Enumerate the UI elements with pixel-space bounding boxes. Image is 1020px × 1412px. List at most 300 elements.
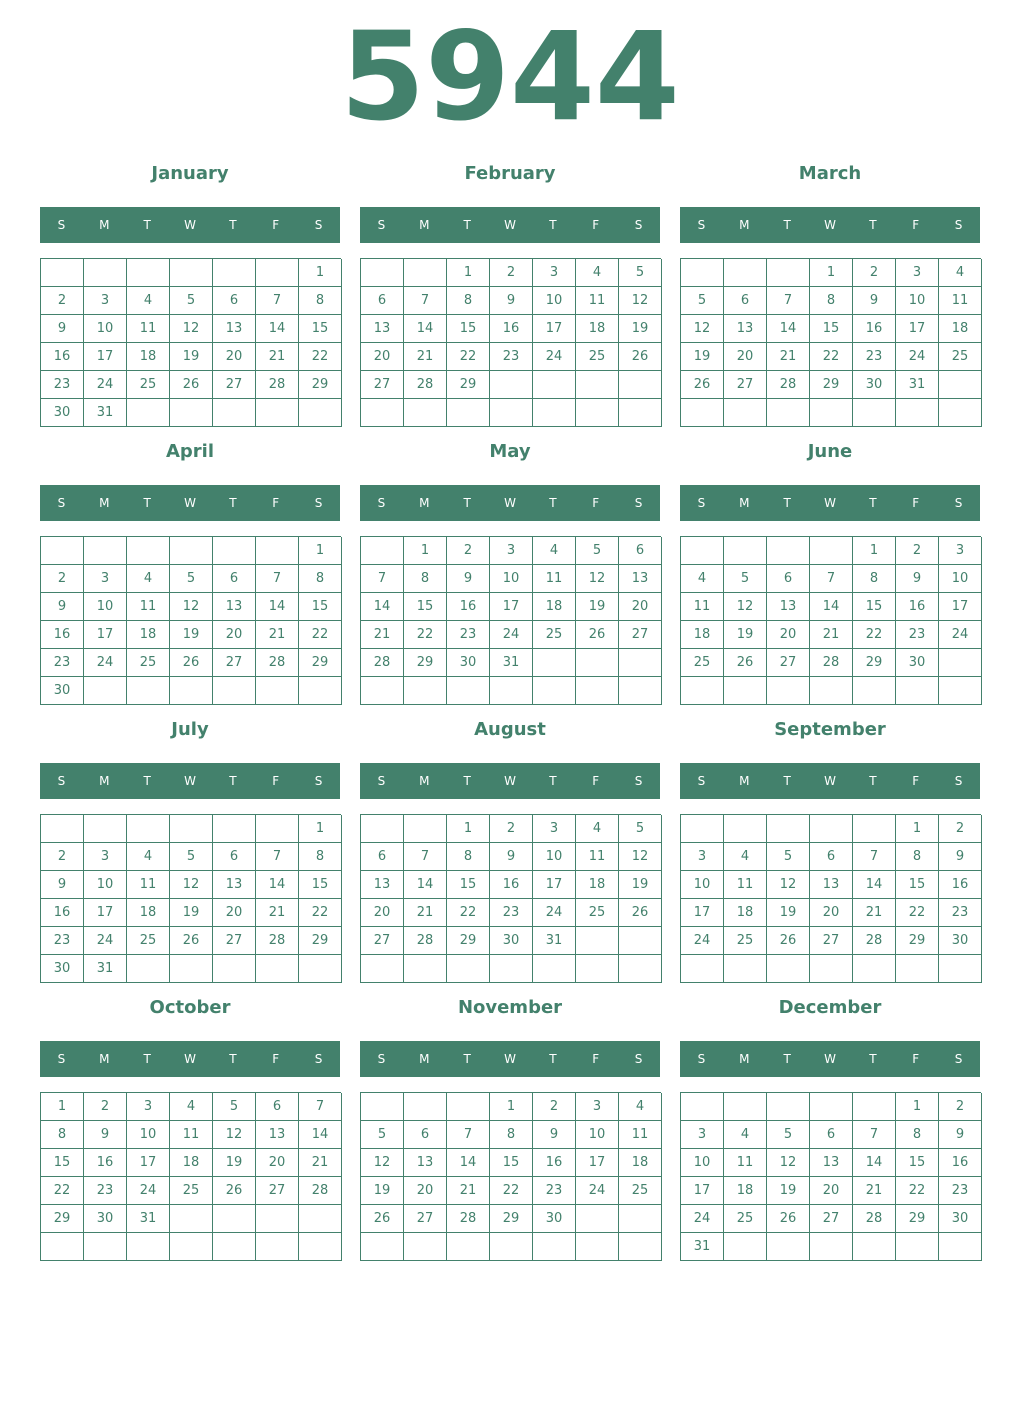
day-cell: 24: [939, 621, 982, 649]
day-cell: 25: [533, 621, 576, 649]
day-cell: [127, 537, 170, 565]
day-cell: 28: [256, 649, 299, 677]
day-cell: 8: [896, 843, 939, 871]
day-cell: 9: [490, 287, 533, 315]
day-cell: [447, 1093, 490, 1121]
day-cell: 8: [490, 1121, 533, 1149]
day-cell: 7: [299, 1093, 342, 1121]
weekday-label: T: [463, 218, 471, 232]
day-grid: [680, 258, 981, 427]
weekday-label: M: [99, 774, 110, 788]
day-cell: 5: [681, 287, 724, 315]
day-grid: [360, 1092, 661, 1261]
day-cell: 17: [576, 1149, 619, 1177]
day-cell: 2: [41, 843, 84, 871]
day-cell: 22: [896, 1177, 939, 1205]
day-cell: 11: [619, 1121, 662, 1149]
day-cell: 29: [896, 1205, 939, 1233]
month-name: September: [774, 719, 886, 740]
weekday-label: T: [463, 496, 471, 510]
day-cell: [896, 955, 939, 983]
day-cell: 28: [404, 927, 447, 955]
day-cell: [447, 677, 490, 705]
day-cell: [619, 677, 662, 705]
day-cell: 28: [447, 1205, 490, 1233]
day-cell: 8: [404, 565, 447, 593]
weekday-label: M: [739, 496, 750, 510]
weekday-label: W: [184, 218, 196, 232]
day-cell: 6: [810, 843, 853, 871]
day-cell: 4: [724, 843, 767, 871]
weekday-label: M: [419, 496, 430, 510]
day-cell: 21: [256, 899, 299, 927]
day-cell: 1: [896, 815, 939, 843]
day-cell: 12: [170, 315, 213, 343]
day-cell: 5: [170, 843, 213, 871]
day-cell: 26: [681, 371, 724, 399]
day-cell: 24: [533, 899, 576, 927]
day-cell: 2: [533, 1093, 576, 1121]
day-cell: 15: [490, 1149, 533, 1177]
day-cell: 11: [724, 871, 767, 899]
day-cell: [810, 955, 853, 983]
day-cell: 27: [404, 1205, 447, 1233]
weekday-header: [680, 207, 980, 243]
day-cell: 20: [767, 621, 810, 649]
weekday-label: F: [912, 774, 920, 788]
day-cell: 29: [404, 649, 447, 677]
day-cell: [256, 259, 299, 287]
day-cell: 22: [810, 343, 853, 371]
weekday-header: [680, 763, 980, 799]
day-cell: [299, 1233, 342, 1261]
day-cell: 26: [170, 927, 213, 955]
month-name: June: [807, 441, 853, 462]
day-cell: 5: [767, 843, 810, 871]
day-cell: [256, 537, 299, 565]
day-cell: [299, 955, 342, 983]
day-cell: 1: [299, 259, 342, 287]
day-cell: 31: [896, 371, 939, 399]
day-cell: 15: [404, 593, 447, 621]
day-cell: 4: [127, 843, 170, 871]
weekday-label: T: [783, 774, 791, 788]
day-cell: [256, 815, 299, 843]
day-cell: 14: [361, 593, 404, 621]
day-cell: 11: [127, 315, 170, 343]
weekday-label: S: [377, 496, 386, 510]
day-cell: 18: [533, 593, 576, 621]
day-cell: [576, 1205, 619, 1233]
weekday-label: M: [739, 774, 750, 788]
day-cell: 21: [853, 1177, 896, 1205]
day-cell: 14: [256, 871, 299, 899]
day-cell: 27: [810, 1205, 853, 1233]
day-cell: 13: [810, 1149, 853, 1177]
day-cell: 25: [170, 1177, 213, 1205]
day-cell: 16: [896, 593, 939, 621]
day-cell: 5: [724, 565, 767, 593]
day-cell: [853, 677, 896, 705]
day-cell: 13: [404, 1149, 447, 1177]
day-cell: 27: [361, 927, 404, 955]
day-cell: 17: [939, 593, 982, 621]
day-cell: 13: [724, 315, 767, 343]
weekday-label: W: [824, 218, 836, 232]
weekday-label: F: [912, 218, 920, 232]
day-cell: 10: [84, 315, 127, 343]
day-cell: 24: [490, 621, 533, 649]
day-cell: 29: [810, 371, 853, 399]
day-cell: 23: [41, 927, 84, 955]
day-cell: [533, 649, 576, 677]
month-november: [360, 994, 660, 1272]
day-cell: 13: [361, 871, 404, 899]
day-cell: 1: [404, 537, 447, 565]
day-cell: 2: [84, 1093, 127, 1121]
month-may: [360, 438, 660, 716]
month-name: August: [474, 719, 546, 740]
weekday-label: F: [912, 496, 920, 510]
day-cell: [447, 1233, 490, 1261]
day-cell: 8: [299, 843, 342, 871]
day-cell: [939, 371, 982, 399]
day-cell: 14: [299, 1121, 342, 1149]
weekday-header: [360, 207, 660, 243]
day-cell: [896, 677, 939, 705]
day-cell: [724, 677, 767, 705]
day-cell: 18: [724, 899, 767, 927]
weekday-label: M: [99, 1052, 110, 1066]
day-cell: [404, 815, 447, 843]
day-cell: 17: [533, 871, 576, 899]
day-cell: [490, 399, 533, 427]
day-cell: 20: [213, 343, 256, 371]
day-cell: [84, 537, 127, 565]
day-cell: [896, 399, 939, 427]
day-cell: 7: [810, 565, 853, 593]
day-cell: 29: [490, 1205, 533, 1233]
day-cell: 29: [447, 927, 490, 955]
day-cell: 31: [127, 1205, 170, 1233]
day-cell: [724, 537, 767, 565]
day-cell: [767, 399, 810, 427]
day-cell: [681, 677, 724, 705]
day-cell: [213, 677, 256, 705]
day-cell: 9: [447, 565, 490, 593]
day-cell: [533, 1233, 576, 1261]
day-grid: [40, 814, 341, 983]
weekday-label: F: [912, 1052, 920, 1066]
weekday-label: W: [824, 774, 836, 788]
day-cell: 11: [724, 1149, 767, 1177]
day-cell: [490, 371, 533, 399]
month-january: [40, 160, 340, 438]
day-cell: 6: [256, 1093, 299, 1121]
weekday-label: S: [314, 1052, 323, 1066]
day-cell: 20: [810, 899, 853, 927]
day-cell: 26: [361, 1205, 404, 1233]
weekday-label: S: [57, 1052, 66, 1066]
weekday-label: T: [549, 774, 557, 788]
day-cell: [170, 815, 213, 843]
day-cell: 18: [576, 871, 619, 899]
day-cell: 21: [256, 621, 299, 649]
day-cell: 11: [170, 1121, 213, 1149]
day-cell: 6: [213, 287, 256, 315]
day-cell: 5: [170, 287, 213, 315]
day-cell: [853, 955, 896, 983]
weekday-label: S: [697, 218, 706, 232]
day-cell: 11: [127, 871, 170, 899]
day-cell: [724, 399, 767, 427]
day-cell: 20: [724, 343, 767, 371]
day-cell: [724, 1093, 767, 1121]
day-cell: 7: [256, 843, 299, 871]
weekday-label: W: [504, 218, 516, 232]
day-cell: [576, 927, 619, 955]
day-cell: 16: [490, 871, 533, 899]
month-name: March: [798, 163, 862, 184]
weekday-label: T: [143, 1052, 151, 1066]
day-cell: 2: [447, 537, 490, 565]
day-cell: 1: [490, 1093, 533, 1121]
day-cell: 14: [256, 593, 299, 621]
day-cell: 18: [170, 1149, 213, 1177]
day-cell: 5: [619, 815, 662, 843]
month-february: [360, 160, 660, 438]
weekday-label: S: [634, 774, 643, 788]
day-cell: 9: [533, 1121, 576, 1149]
year-title: 5944: [340, 6, 680, 148]
day-cell: 20: [361, 899, 404, 927]
day-cell: [170, 399, 213, 427]
day-cell: 16: [84, 1149, 127, 1177]
day-cell: 25: [939, 343, 982, 371]
month-april: [40, 438, 340, 716]
day-cell: 4: [576, 259, 619, 287]
day-cell: 19: [170, 899, 213, 927]
day-cell: 28: [361, 649, 404, 677]
weekday-label: T: [229, 218, 237, 232]
day-cell: 3: [896, 259, 939, 287]
day-cell: 15: [299, 593, 342, 621]
day-cell: 5: [170, 565, 213, 593]
day-cell: 12: [767, 1149, 810, 1177]
day-cell: [361, 1093, 404, 1121]
day-cell: 25: [724, 927, 767, 955]
day-cell: [213, 815, 256, 843]
day-cell: 16: [41, 899, 84, 927]
day-cell: [681, 815, 724, 843]
day-cell: 14: [853, 871, 896, 899]
day-cell: [84, 815, 127, 843]
day-cell: 16: [41, 621, 84, 649]
day-cell: 1: [853, 537, 896, 565]
weekday-label: S: [57, 496, 66, 510]
day-cell: [724, 955, 767, 983]
day-cell: [767, 259, 810, 287]
day-cell: 31: [533, 927, 576, 955]
weekday-label: T: [229, 774, 237, 788]
weekday-label: S: [377, 774, 386, 788]
day-cell: 27: [810, 927, 853, 955]
weekday-header: [40, 763, 340, 799]
weekday-label: S: [954, 1052, 963, 1066]
day-cell: 24: [576, 1177, 619, 1205]
day-cell: [299, 1205, 342, 1233]
day-cell: [404, 1093, 447, 1121]
day-cell: [767, 1233, 810, 1261]
day-cell: 10: [84, 871, 127, 899]
day-cell: 18: [939, 315, 982, 343]
day-cell: 11: [576, 843, 619, 871]
day-cell: 10: [84, 593, 127, 621]
day-cell: [853, 399, 896, 427]
month-september: [680, 716, 980, 994]
day-cell: 8: [299, 287, 342, 315]
weekday-label: W: [824, 496, 836, 510]
month-july: [40, 716, 340, 994]
day-cell: 15: [896, 871, 939, 899]
day-cell: 25: [127, 649, 170, 677]
weekday-header: [40, 485, 340, 521]
day-cell: 10: [490, 565, 533, 593]
day-cell: [299, 677, 342, 705]
day-cell: 17: [533, 315, 576, 343]
day-cell: 12: [724, 593, 767, 621]
day-cell: [896, 1233, 939, 1261]
day-cell: [533, 955, 576, 983]
day-cell: 26: [170, 371, 213, 399]
day-cell: 17: [84, 621, 127, 649]
day-cell: [127, 259, 170, 287]
day-cell: 15: [447, 871, 490, 899]
day-cell: 8: [41, 1121, 84, 1149]
day-cell: 29: [853, 649, 896, 677]
day-cell: 22: [447, 899, 490, 927]
day-cell: [404, 1233, 447, 1261]
day-cell: 19: [767, 1177, 810, 1205]
month-june: [680, 438, 980, 716]
month-december: [680, 994, 980, 1272]
day-cell: 24: [84, 371, 127, 399]
day-cell: 11: [127, 593, 170, 621]
day-cell: 25: [576, 899, 619, 927]
day-cell: 12: [361, 1149, 404, 1177]
day-cell: 6: [619, 537, 662, 565]
day-cell: 30: [853, 371, 896, 399]
day-cell: 16: [490, 315, 533, 343]
day-cell: [767, 537, 810, 565]
day-cell: [170, 259, 213, 287]
day-cell: [533, 677, 576, 705]
day-cell: 8: [896, 1121, 939, 1149]
day-cell: [939, 649, 982, 677]
weekday-label: W: [504, 1052, 516, 1066]
weekday-label: W: [824, 1052, 836, 1066]
weekday-header: [680, 485, 980, 521]
day-cell: [681, 399, 724, 427]
weekday-label: T: [783, 496, 791, 510]
day-cell: 17: [490, 593, 533, 621]
day-cell: [127, 955, 170, 983]
day-cell: 21: [853, 899, 896, 927]
day-cell: 6: [404, 1121, 447, 1149]
day-cell: [767, 955, 810, 983]
day-cell: 4: [576, 815, 619, 843]
day-cell: [619, 371, 662, 399]
weekday-label: F: [592, 496, 600, 510]
day-cell: 9: [939, 843, 982, 871]
day-cell: 23: [490, 343, 533, 371]
day-cell: 14: [447, 1149, 490, 1177]
weekday-label: S: [697, 1052, 706, 1066]
weekday-label: T: [549, 218, 557, 232]
day-cell: 4: [127, 565, 170, 593]
day-cell: 27: [767, 649, 810, 677]
day-cell: 12: [213, 1121, 256, 1149]
day-cell: 23: [939, 899, 982, 927]
day-cell: 2: [896, 537, 939, 565]
weekday-label: M: [739, 218, 750, 232]
month-name: May: [489, 441, 531, 462]
day-cell: 26: [767, 927, 810, 955]
day-cell: [256, 955, 299, 983]
day-cell: 30: [939, 1205, 982, 1233]
day-cell: 8: [447, 287, 490, 315]
day-cell: [41, 259, 84, 287]
day-cell: 17: [681, 899, 724, 927]
day-cell: 19: [170, 621, 213, 649]
day-cell: 22: [490, 1177, 533, 1205]
day-cell: 9: [41, 871, 84, 899]
day-cell: 3: [681, 1121, 724, 1149]
weekday-label: M: [739, 1052, 750, 1066]
day-cell: 9: [490, 843, 533, 871]
day-cell: [853, 1093, 896, 1121]
day-cell: 18: [127, 899, 170, 927]
day-cell: 26: [170, 649, 213, 677]
day-cell: 25: [127, 371, 170, 399]
weekday-label: S: [57, 218, 66, 232]
day-cell: 14: [767, 315, 810, 343]
weekday-label: T: [869, 774, 877, 788]
day-cell: [84, 677, 127, 705]
day-cell: 23: [447, 621, 490, 649]
day-cell: 27: [213, 649, 256, 677]
weekday-label: F: [272, 774, 280, 788]
day-cell: 7: [256, 287, 299, 315]
day-cell: [127, 815, 170, 843]
weekday-label: S: [954, 496, 963, 510]
day-cell: 24: [84, 927, 127, 955]
day-cell: 15: [41, 1149, 84, 1177]
day-cell: 23: [853, 343, 896, 371]
day-cell: 22: [404, 621, 447, 649]
day-cell: [213, 537, 256, 565]
day-cell: 30: [533, 1205, 576, 1233]
day-cell: 19: [361, 1177, 404, 1205]
weekday-label: F: [592, 774, 600, 788]
day-cell: 3: [84, 843, 127, 871]
day-cell: 31: [681, 1233, 724, 1261]
day-cell: 2: [41, 565, 84, 593]
day-grid: [40, 258, 341, 427]
day-cell: [767, 815, 810, 843]
day-cell: 8: [810, 287, 853, 315]
day-cell: 10: [939, 565, 982, 593]
